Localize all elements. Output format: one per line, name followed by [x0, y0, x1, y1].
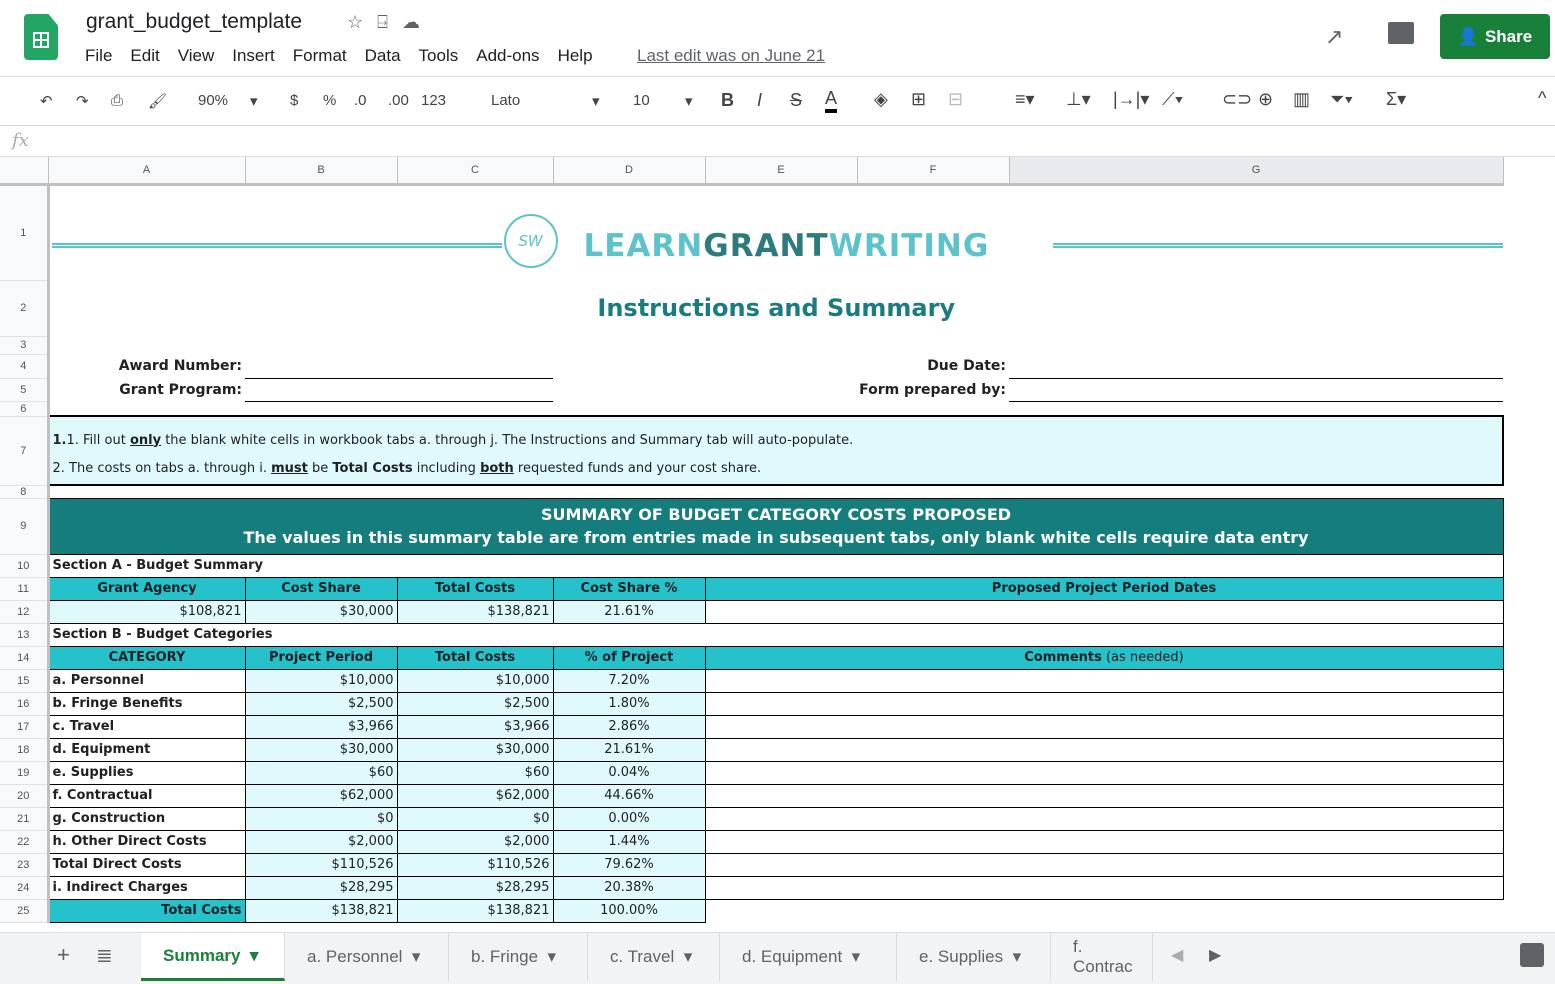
tab-contractual[interactable]: f. Contrac	[1051, 933, 1153, 981]
summary-header: SUMMARY OF BUDGET CATEGORY COSTS PROPOSED The values in this summary table are from entries made in subsequent tabs, only blank white cells require data entry	[48, 498, 1503, 554]
total-costs-value: $138,821	[397, 600, 553, 623]
row-header[interactable]: 7	[0, 416, 48, 485]
row-header[interactable]: 14	[0, 646, 48, 669]
total-costs-cell: $2,500	[397, 692, 553, 715]
zoom-select[interactable]: 90%	[198, 92, 229, 109]
instructions-box	[48, 416, 1503, 485]
table-row	[0, 830, 1503, 853]
row-header[interactable]: 5	[0, 378, 48, 401]
project-period-cell: $3,966	[245, 715, 397, 738]
project-period-cell: $62,000	[245, 784, 397, 807]
redo-icon[interactable]: ↷	[76, 93, 89, 110]
pct-project-cell: 1.44%	[553, 830, 705, 853]
header-cost-share-pct: Cost Share %	[553, 577, 705, 600]
table-row	[0, 738, 1503, 761]
row-header[interactable]: 18	[0, 738, 48, 761]
share-button[interactable]: 👤 Share	[1440, 14, 1550, 59]
paint-format-icon[interactable]: 🖌	[148, 93, 168, 110]
table-row	[0, 807, 1503, 830]
merge-cells-icon[interactable]: ⊟	[948, 89, 964, 109]
banner-line-left	[52, 243, 502, 248]
menu-bar	[85, 46, 593, 66]
total-costs-cell: $30,000	[397, 738, 553, 761]
print-icon[interactable]: ⎙	[111, 92, 124, 109]
award-number-label: Award Number:	[118, 358, 242, 374]
pct-project-cell: 7.20%	[553, 669, 705, 692]
add-sheet-icon[interactable]: +	[57, 942, 70, 967]
fill-color-icon[interactable]: ◈	[874, 89, 888, 109]
text-color-button[interactable]: A	[825, 88, 837, 113]
toolbar	[0, 78, 1555, 126]
row-header[interactable]: 23	[0, 853, 48, 876]
currency-button[interactable]: $	[290, 92, 299, 109]
tab-equipment[interactable]: d. Equipment ▾	[720, 933, 897, 981]
row-header[interactable]: 16	[0, 692, 48, 715]
header-category: CATEGORY	[48, 646, 245, 669]
filter-icon[interactable]: ⏷▾	[1330, 89, 1354, 109]
chevron-down-icon[interactable]: ▾	[685, 93, 693, 110]
italic-button[interactable]: I	[757, 90, 763, 110]
category-cell: a. Personnel	[48, 669, 245, 692]
vertical-align-icon[interactable]: ⊥▾	[1066, 89, 1091, 109]
comments-cell[interactable]	[705, 761, 1503, 784]
pct-project-cell: 21.61%	[553, 738, 705, 761]
due-date-field[interactable]	[1009, 354, 1503, 378]
scroll-tabs-right-icon[interactable]: ▶	[1209, 947, 1222, 964]
insert-link-icon[interactable]: ⊂⊃	[1222, 89, 1253, 109]
row-header[interactable]: 1	[0, 184, 48, 280]
pct-project-cell: 20.38%	[553, 876, 705, 899]
comments-cell[interactable]	[705, 853, 1503, 876]
sheet-title: Instructions and Summary	[597, 294, 956, 322]
doc-title[interactable]: grant_budget_template	[86, 10, 302, 33]
header-grant-agency: Grant Agency	[48, 577, 245, 600]
pct-project-cell: 44.66%	[553, 784, 705, 807]
category-cell: f. Contractual	[48, 784, 245, 807]
project-period-cell: $138,821	[245, 899, 397, 922]
row-header[interactable]: 13	[0, 623, 48, 646]
row-header[interactable]: 15	[0, 669, 48, 692]
comments-cell[interactable]	[705, 784, 1503, 807]
total-costs-cell: $138,821	[397, 899, 553, 922]
row-header[interactable]: 6	[0, 401, 48, 416]
borders-icon[interactable]: ⊞	[911, 89, 927, 109]
pct-project-cell: 1.80%	[553, 692, 705, 715]
comments-icon[interactable]	[1388, 22, 1414, 44]
tab-travel[interactable]: c. Travel ▾	[588, 933, 720, 981]
sheet-table	[0, 157, 1504, 923]
total-costs-cell: $110,526	[397, 853, 553, 876]
tab-supplies[interactable]: e. Supplies ▾	[897, 933, 1051, 981]
logo-banner	[48, 184, 1503, 280]
collapse-toolbar-icon[interactable]: ^	[1538, 88, 1547, 108]
percent-button[interactable]: %	[323, 92, 337, 109]
row-header[interactable]: 10	[0, 554, 48, 577]
column-header[interactable]: A	[48, 157, 245, 184]
project-period-cell: $28,295	[245, 876, 397, 899]
total-costs-cell: $10,000	[397, 669, 553, 692]
logo-text: LEARNGRANTWRITING	[583, 227, 990, 264]
project-period-cell: $2,500	[245, 692, 397, 715]
increase-decimal-button[interactable]: .00	[388, 92, 409, 109]
project-period-cell: $60	[245, 761, 397, 784]
select-all-corner[interactable]	[0, 157, 48, 184]
comments-cell[interactable]	[705, 669, 1503, 692]
total-costs-cell: $2,000	[397, 830, 553, 853]
due-date-label: Due Date:	[927, 358, 1006, 374]
title-icons	[347, 12, 434, 33]
menu-file[interactable]: File	[85, 46, 113, 65]
pct-project-cell: 0.04%	[553, 761, 705, 784]
bold-button[interactable]: B	[721, 90, 734, 110]
table-row	[0, 784, 1503, 807]
total-costs-cell: $0	[397, 807, 553, 830]
column-header[interactable]: F	[857, 157, 1009, 184]
explore-icon[interactable]	[1520, 943, 1544, 967]
header-total-costs: Total Costs	[397, 577, 553, 600]
person-icon: 👤	[1457, 26, 1479, 46]
instruction-1: 1.1. Fill out only the blank white cells in workbook tabs a. through j. The Instructions and Summary tab will auto-populate.	[52, 432, 854, 448]
table-row	[0, 853, 1503, 876]
comments-cell[interactable]	[705, 738, 1503, 761]
comments-cell[interactable]	[705, 692, 1503, 715]
total-costs-cell: $62,000	[397, 784, 553, 807]
fx-icon: fx	[12, 130, 29, 151]
project-period-cell: $2,000	[245, 830, 397, 853]
chevron-down-icon[interactable]: ▾	[592, 93, 600, 110]
row-header[interactable]: 12	[0, 600, 48, 623]
row-header[interactable]: 24	[0, 876, 48, 899]
insert-chart-icon[interactable]: ▥	[1293, 89, 1311, 109]
formula-bar[interactable]	[0, 127, 1555, 157]
category-cell: i. Indirect Charges	[48, 876, 245, 899]
text-rotation-icon[interactable]: ⟋▾	[1162, 89, 1184, 109]
cost-share-pct-value: 21.61%	[553, 600, 705, 623]
row-header[interactable]: 25	[0, 899, 48, 922]
table-row	[0, 669, 1503, 692]
instruction-2: 2. The costs on tabs a. through i. must be Total Costs including both requested funds and your cost share.	[52, 460, 762, 476]
project-period-cell: $10,000	[245, 669, 397, 692]
header-comments: Comments (as needed)	[705, 646, 1503, 669]
more-formats-button[interactable]: 123	[421, 92, 447, 109]
comments-cell[interactable]	[705, 807, 1503, 830]
activity-trend-icon[interactable]: ↗	[1325, 24, 1344, 49]
text-wrap-icon[interactable]: |→|▾	[1113, 89, 1150, 109]
font-select[interactable]: Lato	[491, 92, 521, 109]
grant-agency-value: $108,821	[48, 600, 245, 623]
chevron-down-icon[interactable]: ▾	[250, 93, 258, 110]
last-edit-link[interactable]: Last edit was on June 21	[637, 46, 826, 65]
comments-cell[interactable]	[705, 876, 1503, 899]
sheet-tabs-bar	[0, 932, 1555, 984]
category-cell: g. Construction	[48, 807, 245, 830]
column-header[interactable]: E	[705, 157, 857, 184]
sheets-logo-icon[interactable]	[24, 14, 58, 60]
banner-line-right	[1053, 243, 1504, 248]
grant-program-label: Grant Program:	[119, 381, 242, 398]
font-size-select[interactable]: 10	[633, 92, 650, 109]
row-header[interactable]: 11	[0, 577, 48, 600]
category-cell: b. Fringe Benefits	[48, 692, 245, 715]
column-header-row	[0, 157, 1503, 184]
functions-icon[interactable]: Σ▾	[1386, 89, 1407, 109]
cloud-saved-icon[interactable]: ☁	[401, 12, 434, 32]
menu-edit[interactable]: Edit	[130, 46, 160, 65]
header-project-period: Project Period	[245, 646, 397, 669]
header-project-period-dates: Proposed Project Period Dates	[705, 577, 1503, 600]
column-header[interactable]: D	[553, 157, 705, 184]
star-icon[interactable]: ☆	[347, 12, 378, 32]
row-header[interactable]: 9	[0, 498, 48, 554]
insert-comment-icon[interactable]: ⊕	[1258, 89, 1274, 109]
menu-tools[interactable]: Tools	[418, 46, 459, 65]
row-header[interactable]: 8	[0, 485, 48, 498]
total-costs-cell: $60	[397, 761, 553, 784]
project-period-cell: $0	[245, 807, 397, 830]
total-costs-cell: $3,966	[397, 715, 553, 738]
category-cell: Total Direct Costs	[48, 853, 245, 876]
column-header[interactable]: C	[397, 157, 553, 184]
category-cell: e. Supplies	[48, 761, 245, 784]
table-row	[0, 761, 1503, 784]
row-header[interactable]: 4	[0, 354, 48, 378]
strikethrough-button[interactable]: S	[790, 90, 803, 110]
row-header[interactable]: 17	[0, 715, 48, 738]
row-header[interactable]: 22	[0, 830, 48, 853]
tab-personnel[interactable]: a. Personnel ▾	[285, 933, 449, 981]
column-header[interactable]: G	[1009, 157, 1503, 184]
lightbulb-logo-icon: SW	[504, 214, 558, 268]
category-cell: h. Other Direct Costs	[48, 830, 245, 853]
prepared-by-field[interactable]	[1009, 378, 1503, 401]
table-row	[0, 876, 1503, 899]
menu-data[interactable]: Data	[364, 46, 401, 65]
menu-help[interactable]: Help	[557, 46, 593, 65]
comments-cell[interactable]	[705, 830, 1503, 853]
pct-project-cell: 100.00%	[553, 899, 705, 922]
award-number-field[interactable]	[245, 354, 553, 378]
total-costs-cell: $28,295	[397, 876, 553, 899]
decrease-decimal-button[interactable]: .0	[354, 92, 367, 109]
prepared-by-label: Form prepared by:	[859, 381, 1006, 398]
category-cell: c. Travel	[48, 715, 245, 738]
undo-icon[interactable]: ↶	[40, 93, 53, 110]
menu-view[interactable]: View	[177, 46, 215, 65]
scroll-tabs-left-icon[interactable]: ◀	[1171, 947, 1184, 964]
grant-program-field[interactable]	[245, 378, 553, 401]
header-cost-share: Cost Share	[245, 577, 397, 600]
row-header[interactable]: 21	[0, 807, 48, 830]
spreadsheet-grid	[0, 157, 1504, 923]
project-period-cell: $110,526	[245, 853, 397, 876]
column-header[interactable]: B	[245, 157, 397, 184]
menu-format[interactable]: Format	[292, 46, 347, 65]
table-row	[0, 899, 1503, 922]
category-cell: Total Costs	[48, 899, 245, 922]
section-a-label: Section A - Budget Summary	[48, 554, 1503, 577]
table-row	[0, 715, 1503, 738]
menu-insert[interactable]: Insert	[232, 46, 275, 65]
pct-project-cell: 0.00%	[553, 807, 705, 830]
all-sheets-icon[interactable]: ≣	[96, 945, 113, 967]
header-pct-project: % of Project	[553, 646, 705, 669]
comments-cell[interactable]	[705, 715, 1503, 738]
pct-project-cell: 2.86%	[553, 715, 705, 738]
section-b-label: Section B - Budget Categories	[48, 623, 1503, 646]
row-header[interactable]: 19	[0, 761, 48, 784]
move-folder-icon[interactable]: ⍈	[377, 12, 402, 32]
table-row	[0, 692, 1503, 715]
app-header	[0, 0, 1555, 77]
header-total-costs: Total Costs	[397, 646, 553, 669]
align-icon[interactable]: ≡▾	[1015, 89, 1035, 109]
category-cell: d. Equipment	[48, 738, 245, 761]
row-header[interactable]: 2	[0, 280, 48, 336]
row-header[interactable]: 20	[0, 784, 48, 807]
pct-project-cell: 79.62%	[553, 853, 705, 876]
tab-fringe[interactable]: b. Fringe ▾	[449, 933, 588, 981]
row-header[interactable]: 3	[0, 336, 48, 354]
tab-summary[interactable]: Summary ▾	[141, 933, 285, 981]
project-period-dates-field[interactable]	[705, 600, 1503, 623]
menu-addons[interactable]: Add-ons	[476, 46, 540, 65]
project-period-cell: $30,000	[245, 738, 397, 761]
cost-share-value: $30,000	[245, 600, 397, 623]
